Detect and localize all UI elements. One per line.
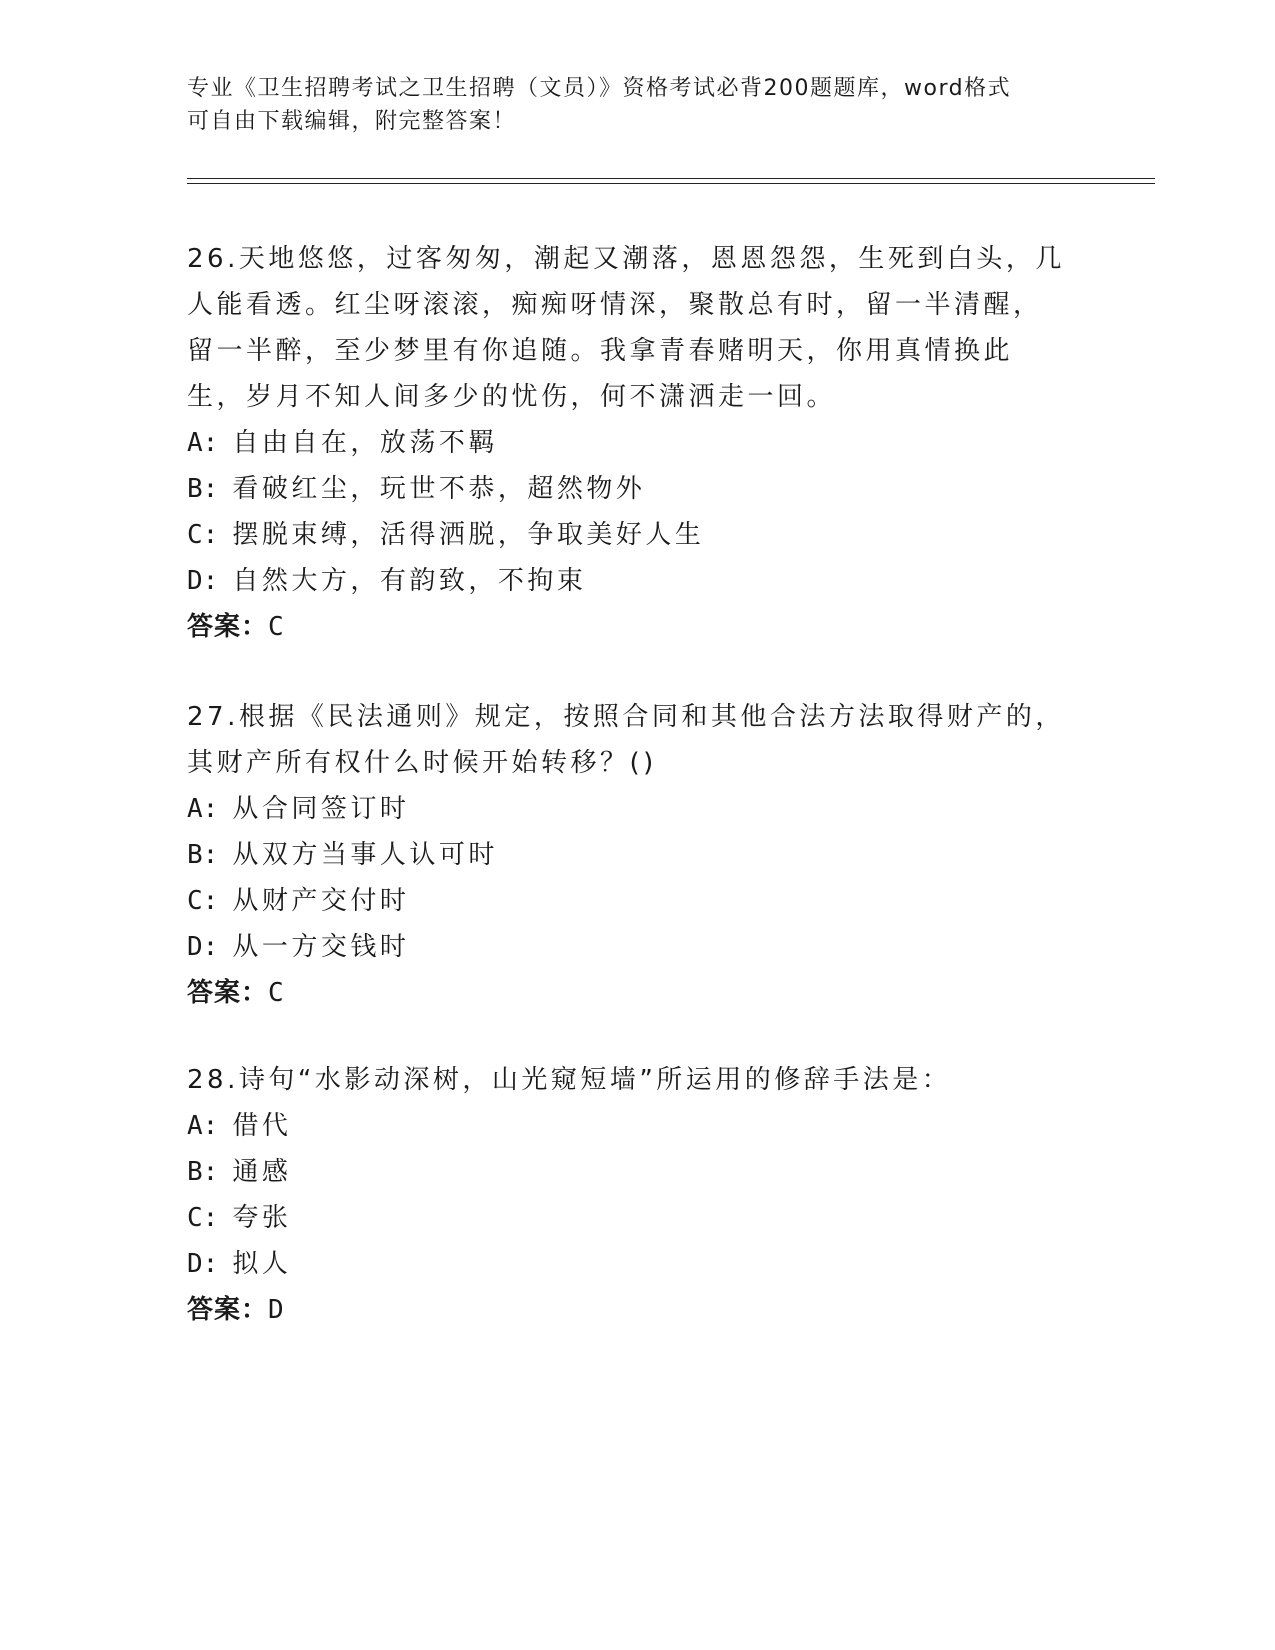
option-text: 从合同签订时 (232, 794, 410, 824)
question-stem: 26.天地悠悠，过客匆匆，潮起又潮落，恩恩怨怨，生死到白头，几人能看透。红尘呀滚滚，痴痴呀情深，聚散总有时，留一半清醒，留一半醉，至少梦里有你追随。我拿青春赌明天，你用真情换此生，岁月不知人间多少的忧伤，何不潇洒走一回。 (187, 244, 1065, 412)
answer-value: C (268, 612, 285, 642)
question-stem: 28.诗句“水影动深树，山光窥短墙”所运用的修辞手法是： (187, 1065, 952, 1095)
option-separator: : (202, 794, 219, 824)
option-separator: : (202, 1157, 219, 1187)
answer-line (187, 604, 1067, 650)
header-divider-top (187, 178, 1155, 179)
option-text: 夸张 (232, 1203, 292, 1233)
question-27 (187, 694, 1067, 1016)
answer-value: D (268, 1295, 285, 1325)
question-stem: 27.根据《民法通则》规定，按照合同和其他合法方法取得财产的，其财产所有权什么时候开始转移？() (187, 702, 1065, 778)
option-key: B (187, 474, 203, 504)
answer-line (187, 970, 1067, 1016)
header-line-2: 可自由下载编辑，附完整答案！ (187, 109, 517, 134)
question-26 (187, 236, 1067, 650)
option-key: C (187, 1203, 203, 1233)
answer-label: 答案： (187, 978, 269, 1008)
option-d (187, 558, 1067, 604)
option-b (187, 1149, 1067, 1195)
option-separator: : (202, 886, 219, 916)
option-key: B (187, 840, 203, 870)
option-c (187, 878, 1067, 924)
option-key: B (187, 1157, 203, 1187)
option-text: 自由自在，放荡不羁 (232, 428, 498, 458)
option-separator: : (202, 474, 219, 504)
option-a (187, 420, 1067, 466)
document-header (187, 72, 1067, 138)
option-c (187, 1195, 1067, 1241)
option-separator: : (202, 566, 219, 596)
option-key: C (187, 520, 203, 550)
option-c (187, 512, 1067, 558)
option-a (187, 786, 1067, 832)
option-separator: : (202, 1249, 219, 1279)
option-text: 从一方交钱时 (232, 932, 410, 962)
option-text: 从财产交付时 (232, 886, 410, 916)
option-separator: : (202, 840, 219, 870)
option-text: 摆脱束缚，活得洒脱，争取美好人生 (232, 520, 705, 550)
option-text: 借代 (232, 1111, 292, 1141)
option-b (187, 832, 1067, 878)
option-separator: : (202, 1111, 219, 1141)
option-text: 自然大方，有韵致，不拘束 (232, 566, 587, 596)
option-separator: : (202, 1203, 219, 1233)
answer-label: 答案： (187, 1295, 269, 1325)
option-key: D (187, 932, 203, 962)
option-text: 拟人 (232, 1249, 292, 1279)
option-key: C (187, 886, 203, 916)
option-separator: : (202, 428, 219, 458)
option-text: 从双方当事人认可时 (232, 840, 498, 870)
header-line-1: 专业《卫生招聘考试之卫生招聘（文员）》资格考试必背200题题库，word格式 (187, 76, 1012, 101)
option-key: A (187, 1111, 203, 1141)
option-text: 通感 (232, 1157, 292, 1187)
answer-label: 答案： (187, 612, 269, 642)
option-key: D (187, 1249, 203, 1279)
header-divider-bottom (187, 183, 1155, 184)
option-a (187, 1103, 1067, 1149)
option-key: A (187, 794, 203, 824)
question-28 (187, 1057, 1067, 1333)
answer-value: C (268, 978, 285, 1008)
answer-line (187, 1287, 1067, 1333)
option-d (187, 1241, 1067, 1287)
option-separator: : (202, 932, 219, 962)
option-key: D (187, 566, 203, 596)
option-text: 看破红尘，玩世不恭，超然物外 (232, 474, 646, 504)
option-d (187, 924, 1067, 970)
option-key: A (187, 428, 203, 458)
option-separator: : (202, 520, 219, 550)
option-b (187, 466, 1067, 512)
